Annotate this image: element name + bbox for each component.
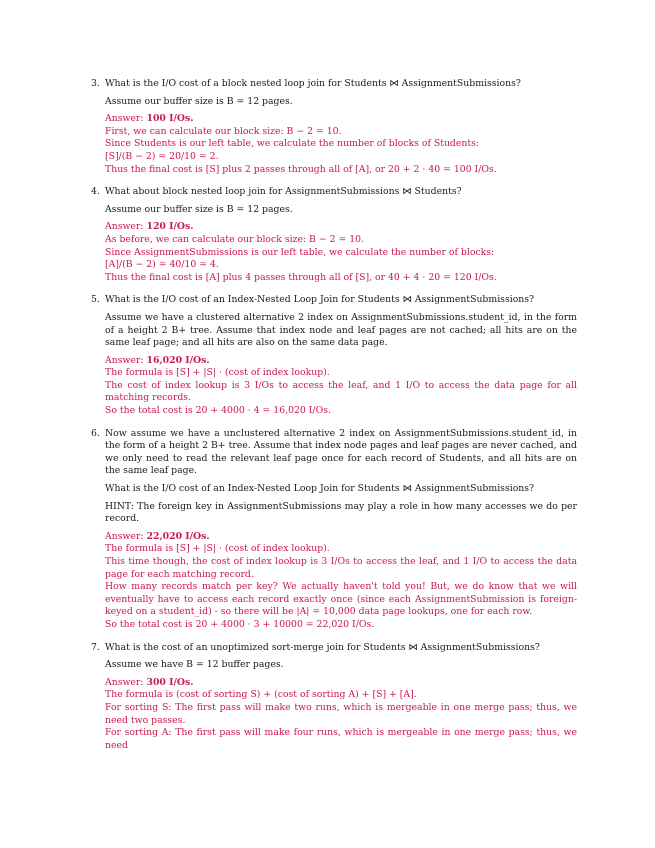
answer-line: The formula is [S] + |S| · (cost of index lookup). xyxy=(105,367,330,379)
answer-value: 300 I/Os. xyxy=(146,676,194,688)
question-title: What is the I/O cost of a block nested loop join for Students ⋈ AssignmentSubmissions? xyxy=(105,78,521,89)
question-note: Assume our buffer size is B = 12 pages. xyxy=(105,203,293,215)
answer-line: For sorting S: The first pass will make two runs, which is mergeable in one merge pass; thus, we need two passes. xyxy=(105,701,577,726)
question-number: 6. xyxy=(91,427,100,439)
question-3 xyxy=(91,78,577,176)
answer-line: The formula is (cost of sorting S) + (cost of sorting A) + [S] + [A]. xyxy=(105,689,417,701)
question-number: 3. xyxy=(91,78,100,89)
question-title: What about block nested loop join for AssignmentSubmissions ⋈ Students? xyxy=(105,186,462,198)
answer-label: Answer: xyxy=(105,113,144,125)
answer-line: The cost of index lookup is 3 I/Os to access the leaf, and 1 I/O to access the data page for all matching records. xyxy=(105,379,577,404)
answer-block xyxy=(105,221,577,284)
answer-label: Answer: xyxy=(105,354,144,366)
question-7 xyxy=(91,642,577,753)
answer-line: Thus the final cost is [A] plus 4 passes through all of [S], or 40 + 4 · 20 = 120 I/Os. xyxy=(105,271,497,283)
question-6 xyxy=(91,428,577,632)
answer-line: [A]/(B − 2) = 40/10 = 4. xyxy=(105,259,219,271)
answer-line: This time though, the cost of index lookup is 3 I/Os to access the leaf, and 1 I/O to access the data page for each matching record. xyxy=(105,556,577,580)
question-5 xyxy=(91,294,577,417)
question-number: 4. xyxy=(91,186,100,198)
answer-line: [S]/(B − 2) = 20/10 = 2. xyxy=(105,150,219,162)
answer-label: Answer: xyxy=(105,530,144,542)
answer-value: 22,020 I/Os. xyxy=(146,530,210,542)
question-title: What is the cost of an unoptimized sort-merge join for Students ⋈ AssignmentSubmissions? xyxy=(105,641,540,653)
answer-label: Answer: xyxy=(105,676,144,688)
answer-line: For sorting A: The first pass will make four runs, which is mergeable in one merge pass; thus, we need xyxy=(105,727,577,751)
answer-block xyxy=(105,355,577,418)
question-title: What is the I/O cost of an Index-Nested Loop Join for Students ⋈ AssignmentSubmissions? xyxy=(105,294,535,306)
question-number: 7. xyxy=(91,641,100,653)
answer-value: 16,020 I/Os. xyxy=(146,354,210,366)
answer-value: 120 I/Os. xyxy=(146,221,194,233)
answer-line: Since Students is our left table, we calculate the number of blocks of Students: xyxy=(105,138,480,150)
answer-line: So the total cost is 20 + 4000 · 3 + 10000 = 22,020 I/Os. xyxy=(105,618,375,630)
question-note: What is the I/O cost of an Index-Nested Loop Join for Students ⋈ AssignmentSubmissions? xyxy=(105,483,535,495)
answer-block xyxy=(105,677,577,753)
answer-line: As before, we can calculate our block size: B − 2 = 10. xyxy=(105,233,364,245)
question-hint: HINT: The foreign key in AssignmentSubmissions may play a role in how many accesses we do per record. xyxy=(105,500,577,525)
answer-block xyxy=(105,531,577,632)
question-title: Now assume we have a unclustered alternative 2 index on AssignmentSubmissions.student_id, in the form of a height 2 B+ tree. Assume that index node pages and leaf pages are never cached, and we only need to read the relevant leaf page once for each record of Students, and all hits are on the same leaf page. xyxy=(105,427,577,477)
answer-line: So the total cost is 20 + 4000 · 4 = 16,020 I/Os. xyxy=(105,405,331,417)
answer-value: 100 I/Os. xyxy=(146,113,194,125)
question-note: Assume our buffer size is B = 12 pages. xyxy=(105,95,293,107)
answer-line: How many records match per key? We actually haven't told you! But, we do know that we will eventually have to access each record exactly once (since each AssignmentSubmission is foreign-keyed on a student_id) - so there will be |A| = 10,000 data page lookups, one for each row. xyxy=(105,581,577,618)
question-list xyxy=(91,78,577,762)
question-note: Assume we have B = 12 buffer pages. xyxy=(105,659,284,671)
answer-label: Answer: xyxy=(105,221,144,233)
question-4 xyxy=(91,186,577,284)
answer-line: First, we can calculate our block size: B − 2 = 10. xyxy=(105,125,342,137)
question-note: Assume we have a clustered alternative 2 index on AssignmentSubmissions.student_id, in the form of a height 2 B+ tree. Assume that index node and leaf pages are not cached; all hits are on the same leaf page; and all hits are also on the same data page. xyxy=(105,311,577,349)
answer-line: Thus the final cost is [S] plus 2 passes through all of [A], or 20 + 2 · 40 = 100 I/Os. xyxy=(105,163,497,175)
question-number: 5. xyxy=(91,294,100,306)
answer-line: Since AssignmentSubmissions is our left table, we calculate the number of blocks: xyxy=(105,246,495,258)
answer-block xyxy=(105,113,577,176)
answer-line: The formula is [S] + |S| · (cost of index lookup). xyxy=(105,543,330,555)
